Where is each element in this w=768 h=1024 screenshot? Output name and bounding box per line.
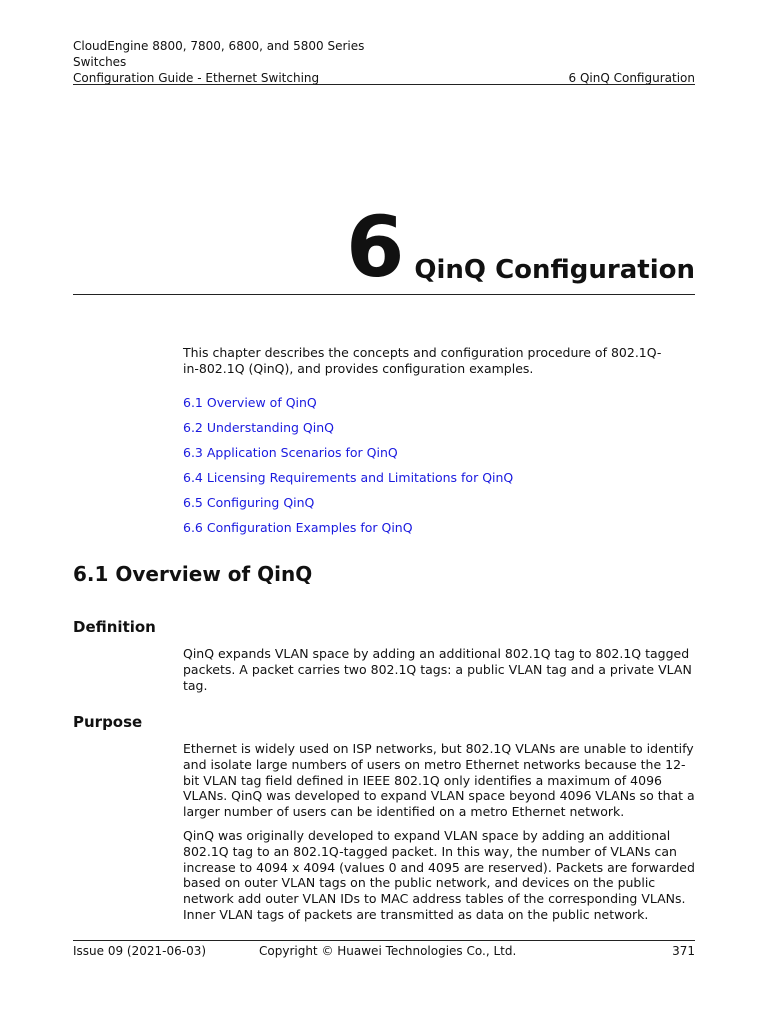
toc-item: [183, 495, 513, 520]
page-header: [73, 38, 364, 86]
chapter-number: 6: [345, 198, 405, 296]
chapter-intro: This chapter describes the concepts and configuration procedure of 802.1Q-in-802.1Q (QinQ), and provides configuration examples.: [183, 345, 662, 376]
toc-item: [183, 395, 513, 420]
purpose-paragraph-2: QinQ was originally developed to expand VLAN space by adding an additional 802.1Q tag to an 802.1Q-tagged packet. In this way, the number of VLANs can increase to 4094 x 4094 (values 0 and 4095 are reserved). Packets are forwarded based on outer VLAN tags on the public network, and devices on the public network add outer VLAN IDs to MAC address tables of the corresponding VLANs. Inner VLAN tags of packets are transmitted as data on the public network.: [183, 828, 695, 922]
toc-item: [183, 420, 513, 445]
purpose-heading: Purpose: [73, 713, 143, 731]
toc-item: [183, 445, 513, 470]
footer-copyright: Copyright © Huawei Technologies Co., Ltd.: [259, 944, 517, 958]
toc-link-configuring[interactable]: 6.5 Configuring QinQ: [183, 495, 315, 510]
header-guide-title: Configuration Guide - Ethernet Switching: [73, 71, 320, 85]
toc-link-understanding[interactable]: 6.2 Understanding QinQ: [183, 420, 334, 435]
chapter-divider: [73, 294, 695, 295]
definition-paragraph: QinQ expands VLAN space by adding an additional 802.1Q tag to 802.1Q tagged packets. A packet carries two 802.1Q tags: a public VLAN tag and a private VLAN tag.: [183, 646, 692, 693]
header-divider: [73, 84, 695, 85]
chapter-toc: [183, 395, 513, 545]
chapter-heading: [345, 198, 695, 296]
toc-link-licensing[interactable]: 6.4 Licensing Requirements and Limitations for QinQ: [183, 470, 514, 485]
section-title: 6.1 Overview of QinQ: [73, 562, 313, 586]
footer-page-number: 371: [672, 944, 695, 958]
header-product-line2: Switches: [73, 55, 127, 69]
toc-item: [183, 470, 513, 495]
header-product-line1: CloudEngine 8800, 7800, 6800, and 5800 Series: [73, 39, 365, 53]
header-chapter-ref: 6 QinQ Configuration: [568, 71, 695, 85]
footer-divider: [73, 940, 695, 941]
definition-heading: Definition: [73, 618, 156, 636]
toc-item: [183, 520, 513, 545]
purpose-paragraph-1: Ethernet is widely used on ISP networks, but 802.1Q VLANs are unable to identify and isolate large numbers of users on metro Ethernet networks because the 12-bit VLAN tag field defined in IEEE 802.1Q only identifies a maximum of 4096 VLANs. QinQ was developed to expand VLAN space beyond 4096 VLANs so that a larger number of users can be identified on a metro Ethernet network.: [183, 741, 695, 820]
toc-link-application-scenarios[interactable]: 6.3 Application Scenarios for QinQ: [183, 445, 398, 460]
footer-issue: Issue 09 (2021-06-03): [73, 944, 207, 958]
toc-link-overview[interactable]: 6.1 Overview of QinQ: [183, 395, 317, 410]
toc-link-examples[interactable]: 6.6 Configuration Examples for QinQ: [183, 520, 413, 535]
chapter-title: QinQ Configuration: [414, 255, 695, 285]
